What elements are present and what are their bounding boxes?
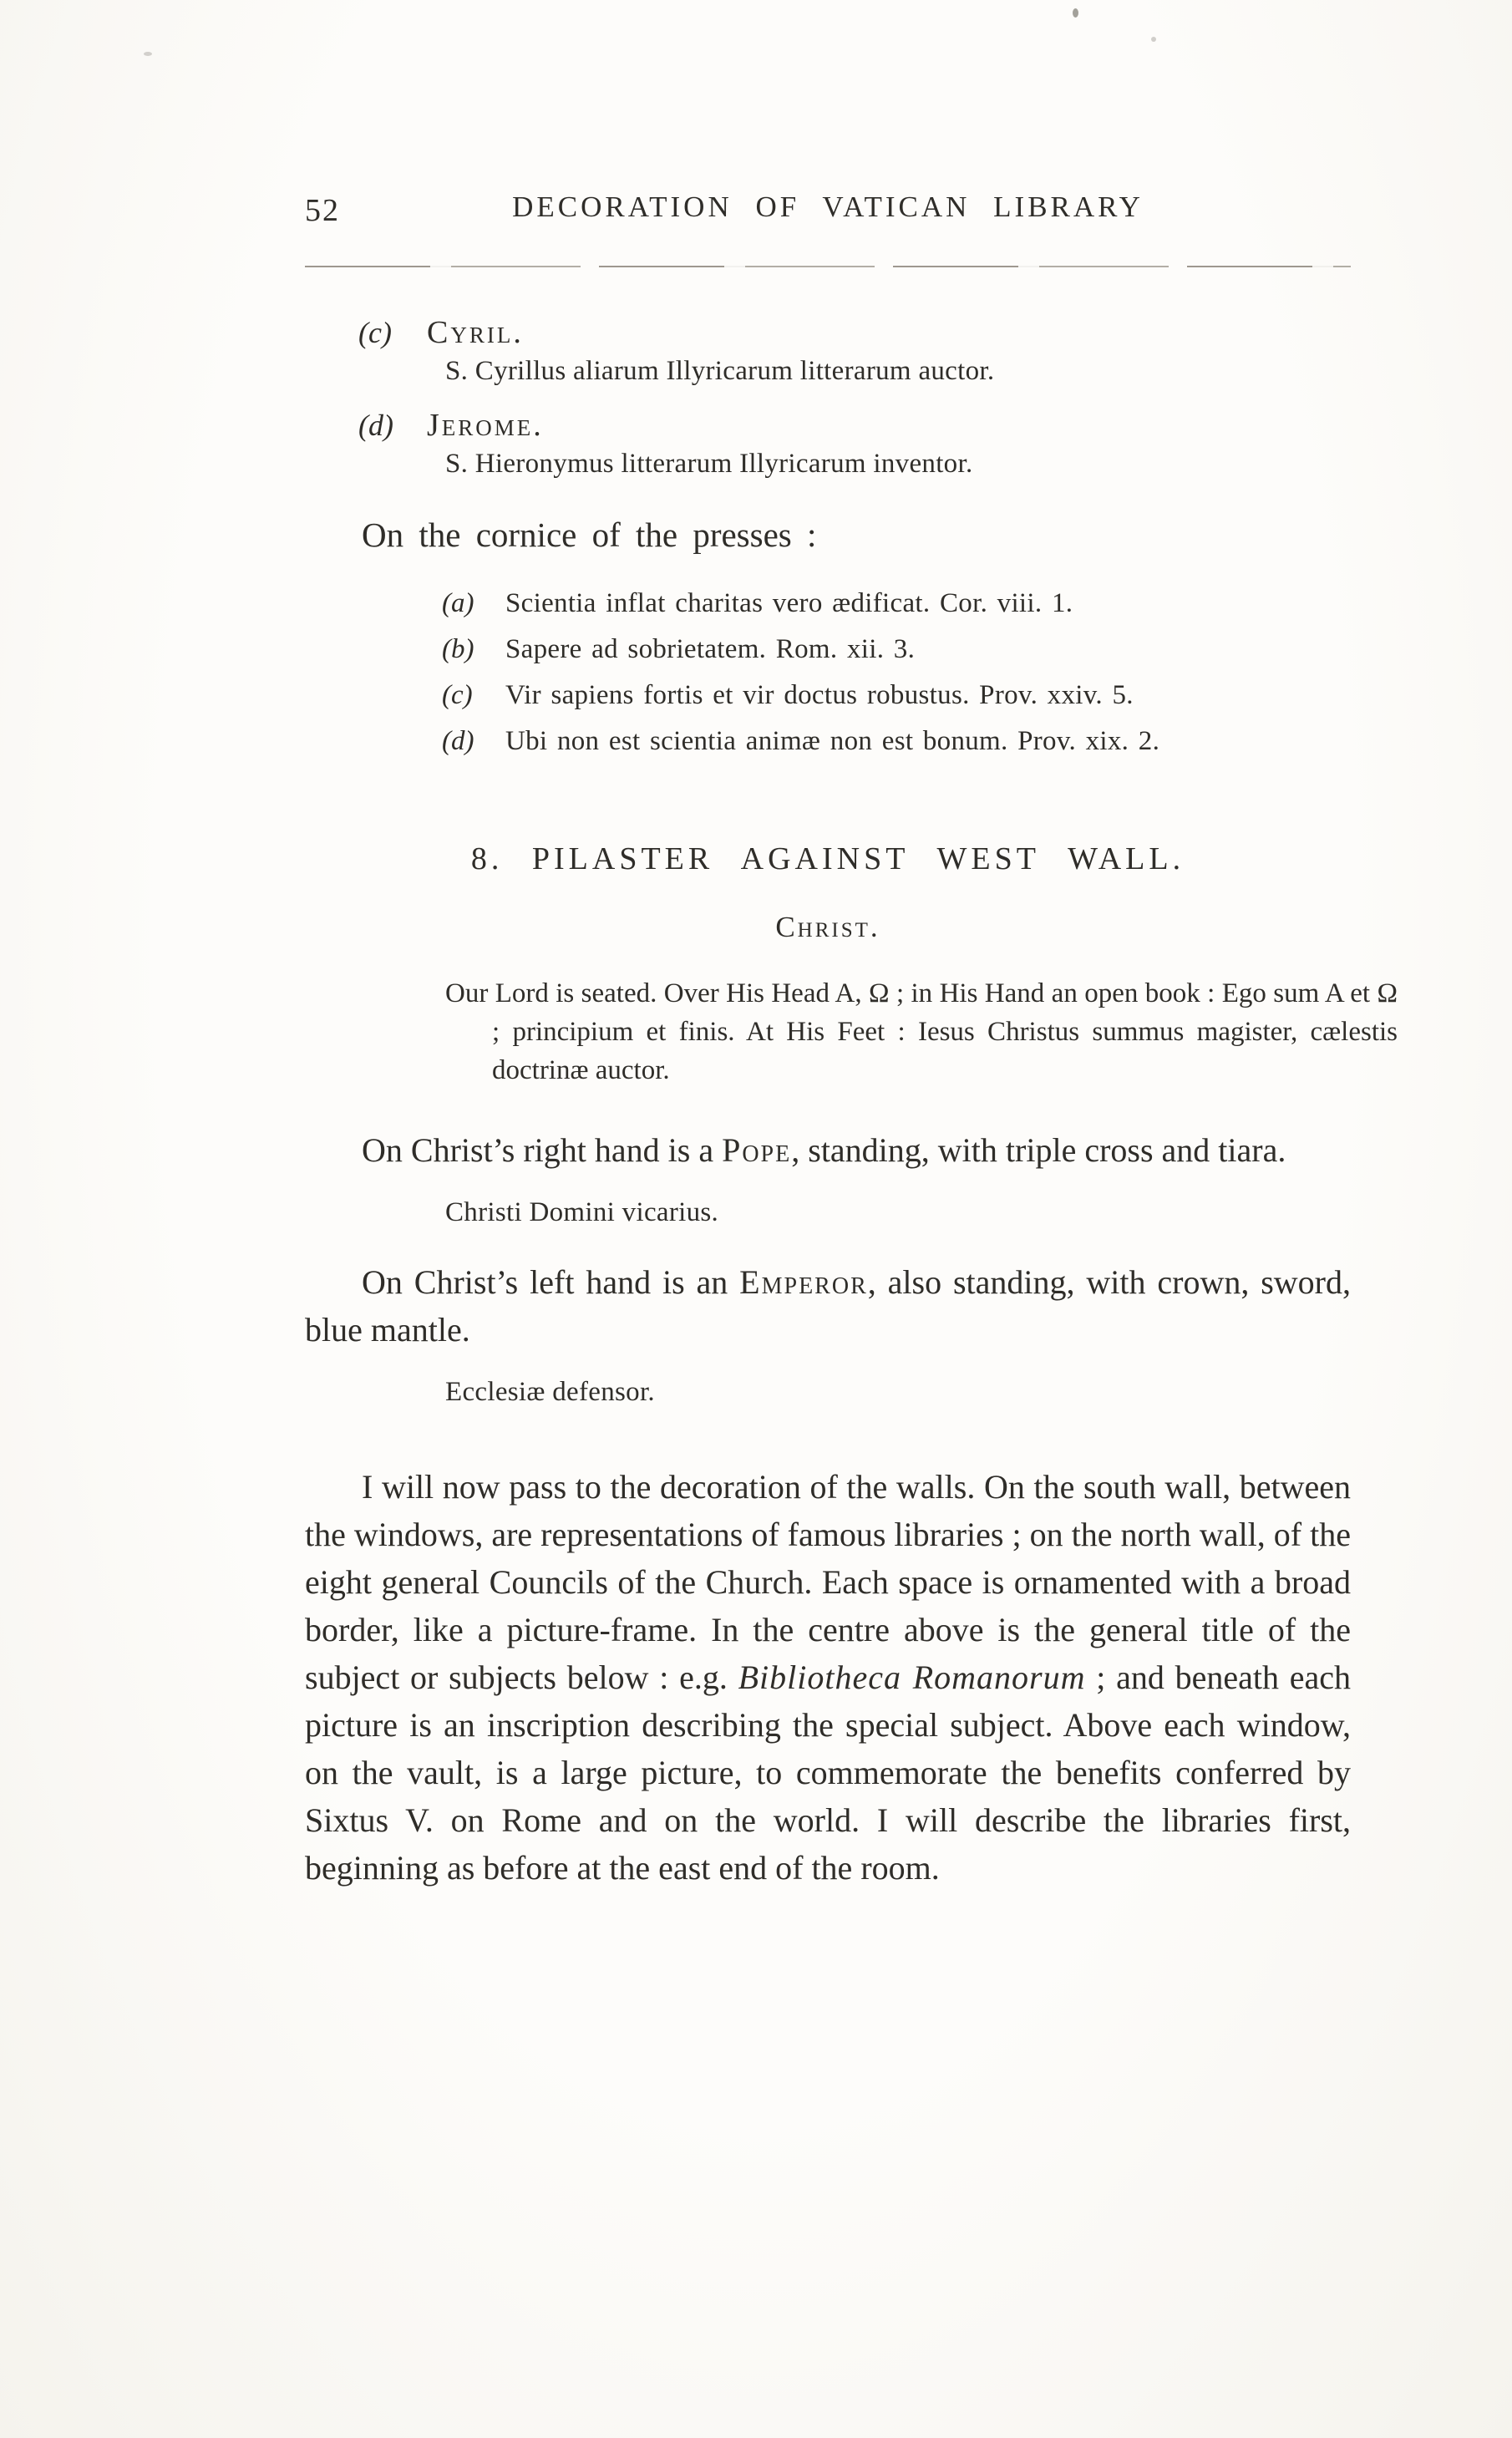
list-item: [305, 588, 1351, 619]
pope-smallcaps: Pope: [722, 1131, 792, 1169]
scan-speck: [1073, 8, 1078, 18]
text-run: I will now pass to the decoration of the walls. On the south wall, between the windows, are representations of famous libraries ; on the north wall, of the eight general Councils of the Church. Each space is ornamented with a broad border, like a picture-frame. In the centre above is the general title of the subject or subjects below : e.g.: [305, 1468, 1351, 1696]
text-run: On Christ’s left hand is an: [362, 1263, 740, 1301]
italic-title: Bibliotheca Romanorum: [738, 1658, 1086, 1696]
scan-speck: [1151, 37, 1156, 42]
section-subheading: Christ.: [775, 911, 880, 943]
item-text: Scientia inflat charitas vero ædificat. Cor. viii. 1.: [505, 588, 1073, 618]
running-title: DECORATION OF VATICAN LIBRARY: [512, 190, 1144, 223]
item-text: Vir sapiens fortis et vir doctus robustus. Prov. xxiv. 5.: [505, 680, 1134, 710]
pope-caption: Christi Domini vicarius.: [445, 1197, 719, 1227]
page-header: [305, 190, 1351, 231]
scan-speck: [144, 52, 152, 56]
saint-description: S. Cyrillus aliarum Illyricarum litterarum auctor.: [445, 356, 995, 386]
item-letter: (d): [442, 726, 474, 756]
text-run: On Christ’s right hand is a: [362, 1131, 723, 1169]
saint-heading: [305, 314, 1351, 351]
item-letter: (a): [442, 588, 474, 618]
page-content: [305, 190, 1398, 1892]
item-letter: (c): [358, 316, 392, 349]
emperor-smallcaps: Emperor: [739, 1263, 868, 1301]
closing-paragraph: [305, 1463, 1351, 1892]
saint-name: Cyril.: [427, 315, 524, 350]
list-item: [305, 314, 1351, 387]
list-item: [305, 407, 1351, 480]
list-item: [305, 634, 1351, 665]
emperor-caption: Ecclesiæ defensor.: [445, 1377, 655, 1407]
cornice-intro: On the cornice of the presses :: [362, 516, 817, 554]
item-letter: (b): [442, 634, 474, 664]
item-text: Ubi non est scientia animæ non est bonum. Prov. xix. 2.: [505, 726, 1160, 756]
list-item: [305, 726, 1351, 757]
text-run: , also standing, with crown, sword, blue mantle.: [305, 1263, 1352, 1349]
page-number: 52: [305, 193, 340, 228]
emperor-paragraph: [305, 1258, 1351, 1354]
item-text: Sapere ad sobrietatem. Rom. xii. 3.: [505, 634, 916, 664]
section-description: Our Lord is seated. Over His Head A, Ω ; in His Hand an open book : Ego sum A et Ω ; principium et finis. At His Feet : Iesus Christus summus magister, cælestis doctrinæ auctor.: [445, 978, 1398, 1085]
item-letter: (d): [358, 409, 393, 442]
pope-paragraph: [305, 1126, 1351, 1174]
list-item: [305, 680, 1351, 711]
saint-heading: [305, 407, 1351, 444]
saint-description: S. Hieronymus litterarum Illyricarum inventor.: [445, 449, 973, 479]
text-run: ; and beneath each picture is an inscription describing the special subject. Above each window, on the vault, is a large picture, to commemorate the benefits conferred by Sixtus V. on Rome and on the world. I will describe the libraries first, beginning as before at the east end of the room.: [305, 1658, 1352, 1887]
text-run: , standing, with triple cross and tiara.: [791, 1131, 1286, 1169]
section-heading: 8. PILASTER AGAINST WEST WALL.: [470, 841, 1185, 876]
saints-list: [305, 314, 1351, 480]
cornice-items: [305, 588, 1351, 757]
header-rule: [305, 266, 1351, 267]
item-letter: (c): [442, 680, 473, 710]
saint-name: Jerome.: [427, 408, 544, 443]
